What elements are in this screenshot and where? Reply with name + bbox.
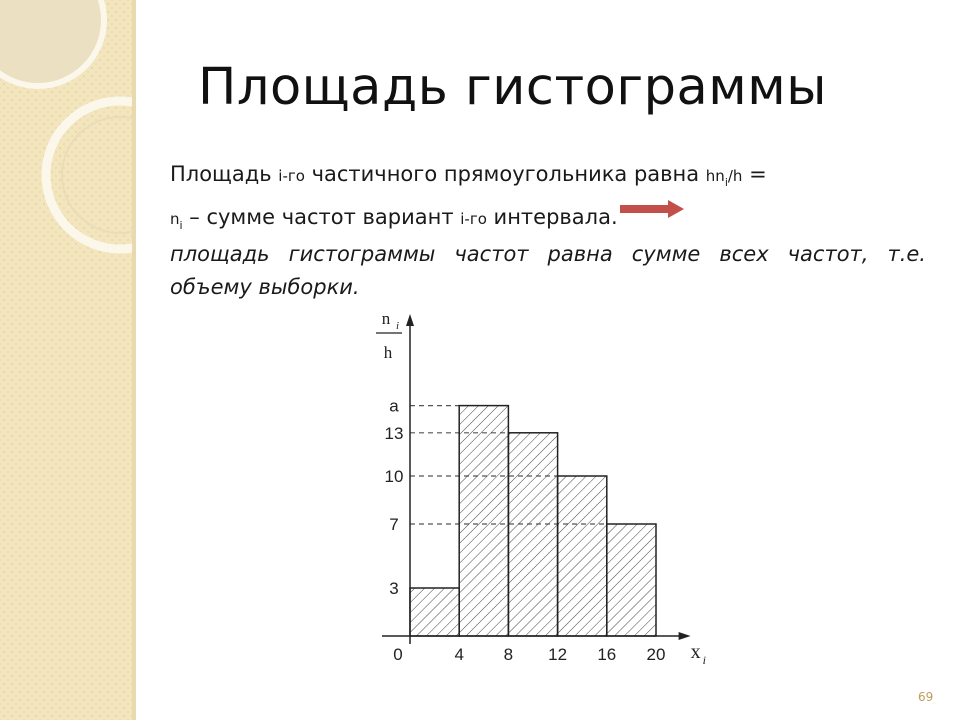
page-number: 69 [918,690,934,704]
slide-title: Площадь гистограммы [198,58,827,117]
histogram-chart [360,306,760,676]
bar-2 [508,433,557,636]
p1-formula-n-sub-i: i [179,219,183,233]
p1-text-4: интервала. [486,205,618,230]
p1-text-2: частичного прямоугольника равна [304,162,706,186]
arrow-right-icon [618,199,688,219]
p1-formula-n: n [170,210,180,229]
x-label: x [690,641,701,663]
x-tick-label-2: 8 [503,645,514,664]
y-tick-label-0: 3 [389,579,399,598]
decorative-sidebar [0,0,132,720]
paragraph-area-rectangle [170,157,926,243]
y-label-numerator: n [381,309,391,328]
sidebar-border [132,0,136,720]
bar-4 [607,524,656,636]
y-tick-label-1: 7 [389,515,399,534]
p1-equals: = [742,162,767,186]
y-axis-arrow [406,314,414,326]
bar-3 [558,476,607,636]
p1-index-1: i-го [278,167,305,185]
y-tick-label-4: a [389,396,399,416]
p1-formula-hn: hn [705,167,725,185]
p1-text-3: сумме частот вариант [206,205,461,230]
x-label-sub: i [702,653,706,667]
p1-index-2: i-го [460,210,487,229]
p1-formula-h: /h [727,167,743,185]
y-tick-label-3: 13 [384,423,404,443]
p1-dash: – [182,205,207,230]
bar-0 [410,588,459,636]
y-label-denominator: h [383,343,393,362]
y-tick-label-2: 10 [384,467,404,486]
x-tick-label-1: 4 [454,645,464,664]
x-tick-label-3: 12 [548,645,568,664]
x-axis-arrow [679,632,691,640]
p1-formula-sub-i: i [724,176,728,190]
x-tick-label-4: 16 [597,645,617,664]
x-tick-label-0: 0 [393,645,403,664]
decorative-circles [0,0,132,720]
bar-1 [459,406,508,636]
p1-text-1: Площадь [170,162,279,186]
x-tick-label-5: 20 [646,645,666,664]
y-label-numerator-sub: i [396,320,400,332]
paragraph-histogram-area: площадь гистограммы частот равна сумме всех частот, т.е. объему выборки. [170,242,926,299]
